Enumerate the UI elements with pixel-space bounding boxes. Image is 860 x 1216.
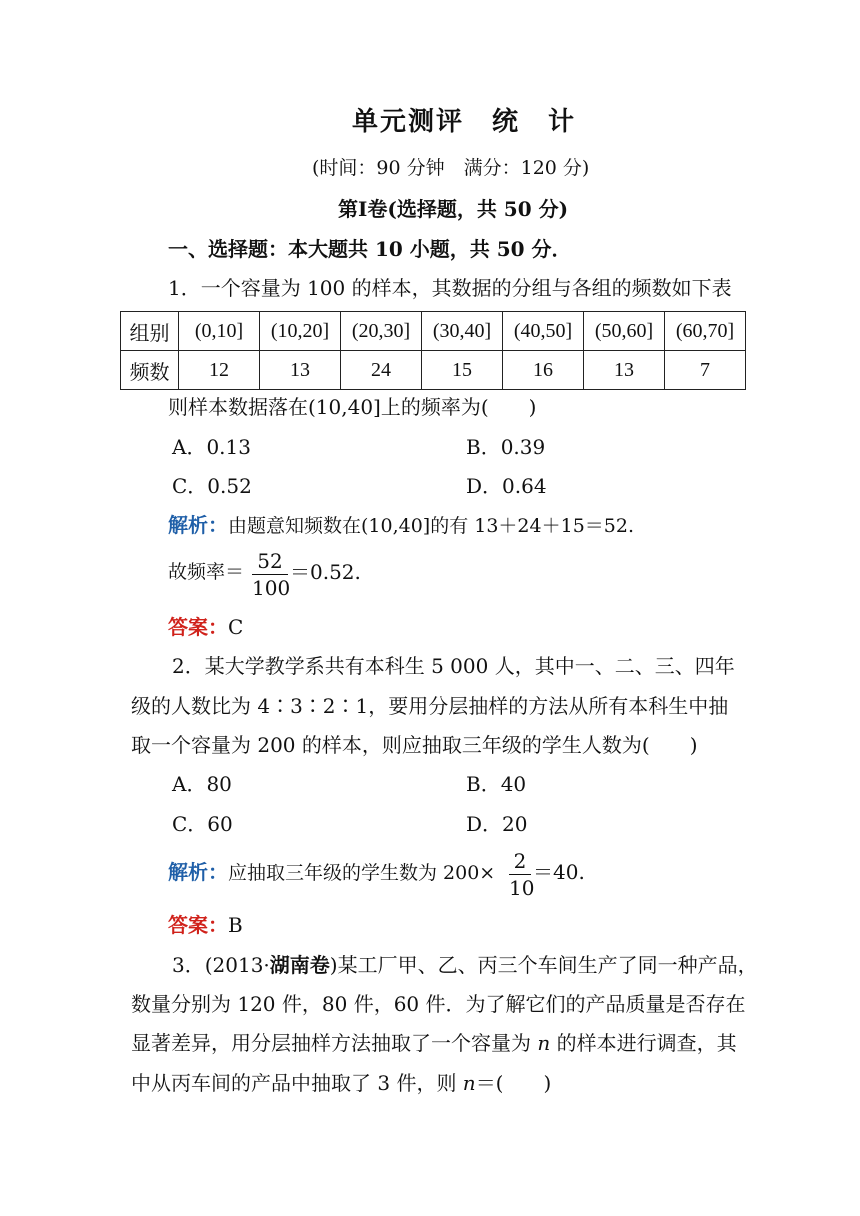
table-cell: 12	[179, 351, 260, 390]
answer-value: B	[228, 913, 243, 937]
q1-analysis2-suffix: ＝0.52.	[290, 560, 361, 584]
section-heading: 第Ⅰ卷(选择题，共 50 分)	[338, 197, 569, 221]
table-cell: (40,50]	[503, 312, 584, 351]
q2-line-2: 级的人数比为 4∶3∶2∶1，要用分层抽样的方法从所有本科生中抽	[131, 694, 729, 718]
q3-line-4	[131, 1071, 551, 1095]
q2-option-c: C．60	[172, 812, 233, 836]
q2-option-b: B．40	[466, 772, 527, 796]
table-cell: (10,20]	[260, 312, 341, 351]
q3-line-2: 数量分别为 120 件，80 件，60 件．为了解它们的产品质量是否存在	[131, 992, 746, 1016]
q1-stem: 1．一个容量为 100 的样本，其数据的分组与各组的频数如下表	[168, 276, 732, 300]
exam-time-info: (时间：90 分钟 满分：120 分)	[312, 157, 590, 179]
page-title: 单元测评 统 计	[352, 107, 577, 137]
table-cell: (60,70]	[665, 312, 746, 351]
answer-value: C	[228, 615, 244, 639]
table-header-cell: 频数	[121, 351, 179, 390]
analysis-text: 由题意知频数在(10,40]的有 13＋24＋15＝52.	[228, 515, 635, 537]
analysis-text: 应抽取三年级的学生数为 200×	[228, 862, 496, 884]
table-cell: (30,40]	[422, 312, 503, 351]
q2-option-a: A．80	[172, 772, 232, 796]
answer-label: 答案：	[168, 913, 228, 937]
q3-line-3-a: 显著差异，用分层抽样方法抽取了一个容量为	[131, 1031, 538, 1055]
fraction-bar	[252, 574, 288, 575]
q3-source: 湖南卷	[269, 953, 330, 977]
q1-question: 则样本数据落在(10,40]上的频率为( )	[168, 395, 537, 419]
table-cell: 16	[503, 351, 584, 390]
q3-var-n: n	[537, 1031, 551, 1055]
q1-option-a: A．0.13	[172, 435, 251, 459]
q3-line-3	[131, 1031, 737, 1055]
q3-number: 3．(2013·	[172, 953, 270, 977]
table-cell: (0,10]	[179, 312, 260, 351]
fraction-denominator: 10	[509, 876, 535, 900]
q3-line-3-b: 的样本进行调查，其	[550, 1031, 737, 1055]
q1-answer	[168, 615, 243, 639]
q1-analysis	[168, 513, 634, 538]
q3-var-n: n	[462, 1071, 476, 1095]
table-cell: (50,60]	[584, 312, 665, 351]
part-heading: 一、选择题：本大题共 10 小题，共 50 分．	[168, 237, 572, 261]
table-header-cell: 组别	[121, 312, 179, 351]
q1-option-c: C．0.52	[172, 474, 252, 498]
q2-line-3: 取一个容量为 200 的样本，则应抽取三年级的学生人数为( )	[131, 733, 698, 757]
table-cell: 13	[584, 351, 665, 390]
q2-answer	[168, 913, 243, 937]
fraction-numerator: 52	[257, 549, 283, 573]
answer-label: 答案：	[168, 615, 228, 639]
q2-option-d: D．20	[466, 812, 528, 836]
table-cell: 24	[341, 351, 422, 390]
q2-line-1: 2．某大学教学系共有本科生 5 000 人，其中一、二、三、四年	[172, 654, 735, 678]
q3-line-1	[172, 953, 758, 977]
frequency-table	[120, 311, 746, 390]
q2-analysis-suffix: ＝40.	[533, 860, 585, 884]
analysis-label: 解析：	[168, 860, 228, 884]
table-cell: 7	[665, 351, 746, 390]
q3-line-4-a: 中从丙车间的产品中抽取了 3 件，则	[131, 1071, 463, 1095]
table-row	[121, 312, 746, 351]
table-cell: 15	[422, 351, 503, 390]
q3-line-1-text: )某工厂甲、乙、丙三个车间生产了同一种产品，	[329, 953, 758, 977]
q1-fraction	[252, 549, 291, 600]
q1-option-b: B．0.39	[466, 435, 546, 459]
table-row	[121, 351, 746, 390]
q2-analysis	[168, 860, 495, 885]
q1-analysis2-prefix: 故频率＝	[168, 561, 245, 583]
table-cell: (20,30]	[341, 312, 422, 351]
fraction-numerator: 2	[513, 849, 527, 873]
fraction-bar	[509, 874, 531, 875]
q1-option-d: D．0.64	[466, 474, 547, 498]
q2-fraction	[509, 849, 535, 900]
table-cell: 13	[260, 351, 341, 390]
analysis-label: 解析：	[168, 513, 228, 537]
fraction-denominator: 100	[252, 576, 291, 600]
q3-line-4-b: ＝( )	[475, 1071, 552, 1095]
